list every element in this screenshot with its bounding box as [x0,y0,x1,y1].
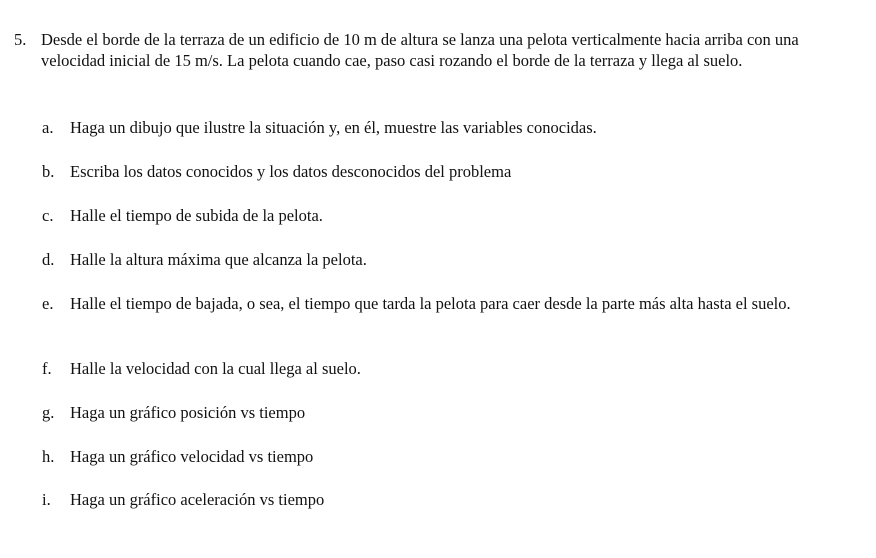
item-text: Haga un gráfico aceleración vs tiempo [70,490,325,509]
item-text: Escriba los datos conocidos y los datos desconocidos del problema [70,162,512,181]
item-text: Halle el tiempo de bajada, o sea, el tiempo que tarda la pelota para caer desde la parte más alta hasta el suelo. [70,294,791,313]
item-letter: e. [42,294,54,313]
problem-number: 5. [14,30,27,49]
item-text: Halle el tiempo de subida de la pelota. [70,206,323,225]
item-letter: a. [42,118,54,137]
item-letter: f. [42,359,52,378]
item-text: Haga un gráfico velocidad vs tiempo [70,447,314,466]
item-text: Halle la altura máxima que alcanza la pelota. [70,250,367,269]
item-letter: c. [42,206,54,225]
item-letter: i. [42,490,51,509]
item-letter: g. [42,403,55,422]
item-text: Halle la velocidad con la cual llega al suelo. [70,359,361,378]
item-letter: d. [42,250,55,269]
item-letter: h. [42,447,55,466]
item-letter: b. [42,162,55,181]
problem-text: Desde el borde de la terraza de un edificio de 10 m de altura se lanza una pelota verticalmente hacia arriba con una velocidad inicial de 15 m/s. La pelota cuando cae, paso casi rozando el borde de la terraza y llega al suelo. [41,30,799,70]
item-text: Haga un gráfico posición vs tiempo [70,403,306,422]
item-text: Haga un dibujo que ilustre la situación y, en él, muestre las variables conocidas. [70,118,597,137]
